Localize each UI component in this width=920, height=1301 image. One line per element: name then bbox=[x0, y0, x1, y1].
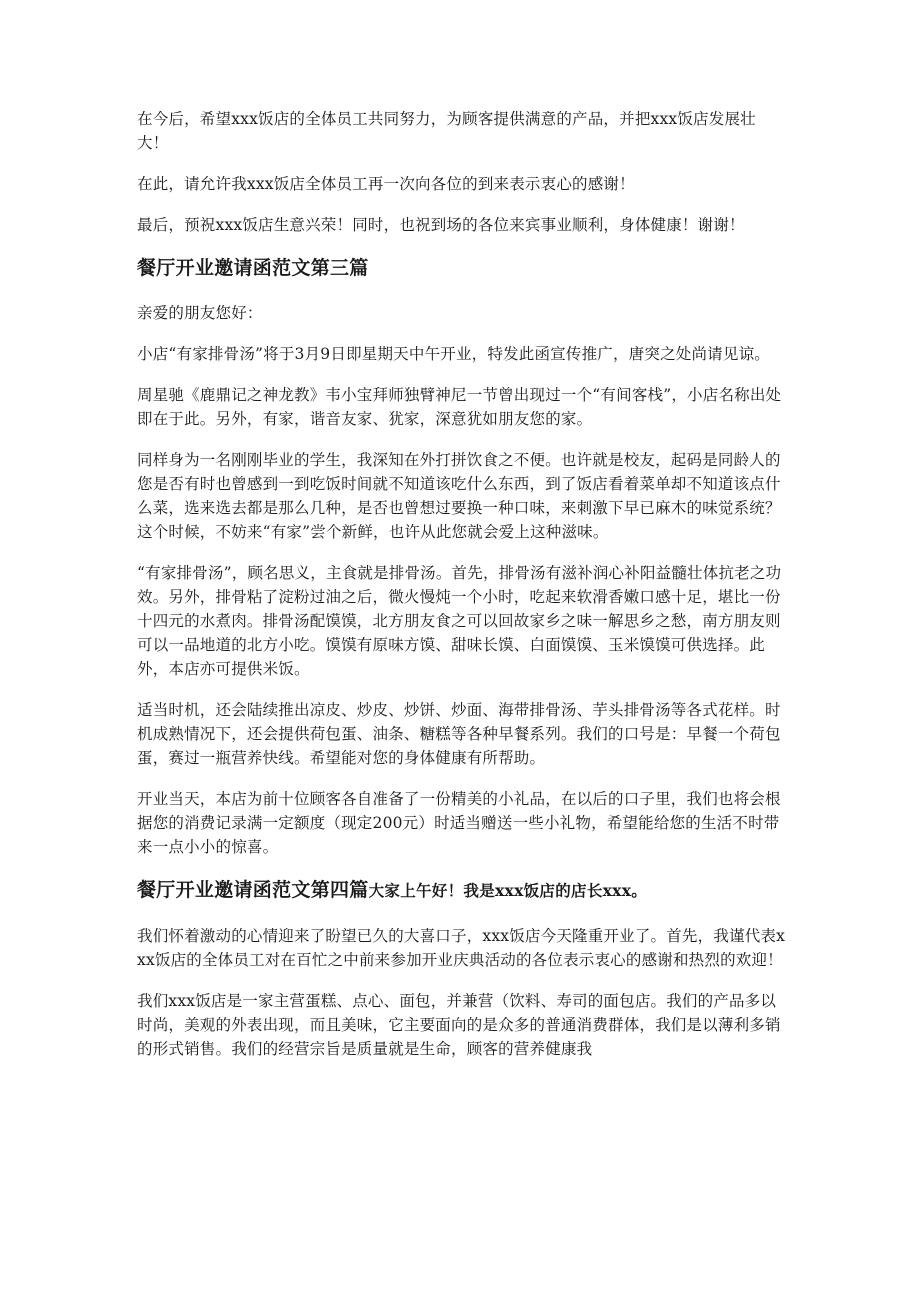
paragraph-greeting: 亲爱的朋友您好： bbox=[137, 304, 263, 322]
paragraph-grand-opening: 我们怀着激动的心情迎来了盼望已久的大喜口子，xxx饭店今天隆重开业了。首先，我谨代表xxx饭店的全体员工对在百忙之中前来参加开业庆典活动的各位表示衷心的感谢和热烈的欢迎！ bbox=[137, 927, 786, 969]
paragraph-opening-gifts: 开业当天，本店为前十位顾客各自准备了一份精美的小礼品，在以后的口子里，我们也将会根据您的消费记录满一定额度（现定200元）时适当赠送一些小礼物，希望能给您的生活不时带来一点小小的惊喜。 bbox=[137, 790, 781, 856]
heading-fourth-article bbox=[137, 876, 787, 905]
paragraph-menu-description: “有家排骨汤”，顾名思义，主食就是排骨汤。首先，排骨汤有滋补润心补阳益髓壮体抗老之功效。另外，排骨粘了淀粉过油之后，微火慢炖一个小时，吃起来软滑香嫩口感十足，堪比一份十四元的水煮肉。排骨汤配馍馍，北方朋友食之可以回故家乡之味一解思乡之愁，南方朋友则可以一品地道的北方小吃。馍馍有原味方馍、甜味长馍、白面馍馍、玉米馍馍可供选择。此外，本店亦可提供米饭。 bbox=[137, 564, 782, 678]
document-page bbox=[137, 107, 787, 1078]
paragraph-wishes: 最后，预祝xxx饭店生意兴荣！同时，也祝到场的各位来宾事业顺利，身体健康！谢谢！ bbox=[137, 216, 745, 234]
paragraph-opening-date: 小店“有家排骨汤”将于3月9日即星期天中午开业，特发此函宣传推广，唐突之处尚请见谅。 bbox=[137, 345, 770, 363]
heading-fourth-greeting: 大家上午好！我是xxx饭店的店长xxx。 bbox=[368, 881, 648, 900]
paragraph-student-perspective: 同样身为一名刚刚毕业的学生，我深知在外打拼饮食之不便。也许就是校友，起码是同龄人的您是否有时也曾感到一到吃饭时间就不知道该吃什么东西，到了饭店看着菜单却不知道该点什么菜，选来选去都是那么几种，是否也曾想过要换一种口味，来刺激下早已麻木的味觉系统？这个时候，不妨来“有家”尝个新鲜，也许从此您就会爱上这种滋味。 bbox=[137, 451, 781, 541]
heading-third-article: 餐厅开业邀请函范文第三篇 bbox=[137, 257, 369, 279]
paragraph-shop-name-origin: 周星驰《鹿鼎记之神龙教》韦小宝拜师独臂神尼一节曾出现过一个“有间客栈”，小店名称出处即在于此。另外，有家，谐音友家、犹家，深意犹如朋友您的家。 bbox=[137, 386, 782, 428]
paragraph-thanks: 在此，请允许我xxx饭店全体员工再一次向各位的到来表示衷心的感谢！ bbox=[137, 175, 635, 193]
paragraph-closing-hope: 在今后，希望xxx饭店的全体员工共同努力，为顾客提供满意的产品，并把xxx饭店发展壮大！ bbox=[137, 110, 756, 152]
paragraph-future-menu: 适当时机，还会陆续推出凉皮、炒皮、炒饼、炒面、海带排骨汤、芋头排骨汤等各式花样。时机成熟情况下，还会提供荷包蛋、油条、糖糕等各种早餐系列。我们的口号是：早餐一个荷包蛋，赛过一瓶营养快线。希望能对您的身体健康有所帮助。 bbox=[137, 701, 781, 767]
paragraph-business-intro: 我们xxx饭店是一家主营蛋糕、点心、面包，并兼营（饮料、寿司的面包店。我们的产品多以时尚，美观的外表出现，而且美味，它主要面向的是众多的普通消费群体，我们是以薄利多销的形式销售。我们的经营宗旨是质量就是生命，顾客的营养健康我 bbox=[137, 992, 781, 1058]
heading-fourth-title: 餐厅开业邀请函范文第四篇 bbox=[137, 879, 369, 901]
